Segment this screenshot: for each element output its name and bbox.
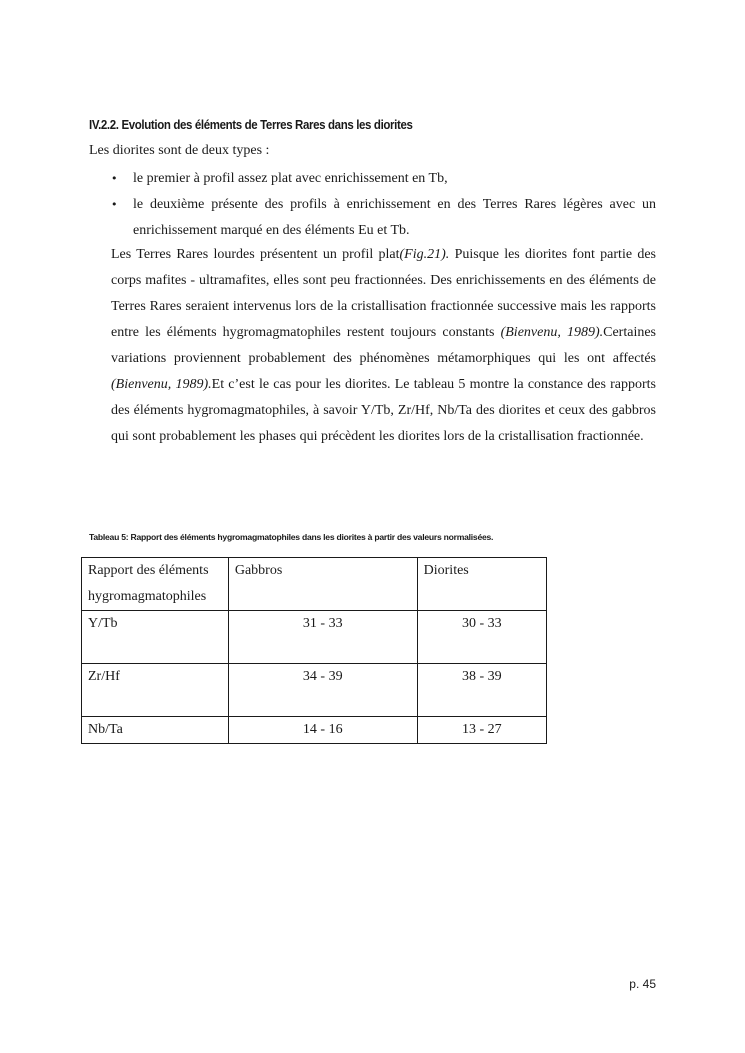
section-heading: IV.2.2. Evolution des éléments de Terres Rares dans les diorites — [89, 118, 413, 132]
table-row — [82, 611, 547, 664]
bullet-icon: • — [111, 198, 118, 211]
figure-reference: (Fig.21). — [399, 247, 450, 262]
cell-gabbros: 14 - 16 — [228, 717, 417, 744]
header-ratio: Rapport des éléments hygromagmatophiles — [82, 558, 229, 611]
cell-diorites: 38 - 39 — [417, 664, 546, 717]
intro-text: Les diorites sont de deux types : — [89, 143, 270, 158]
paragraph-text: Les Terres Rares lourdes présentent un profil plat — [111, 247, 400, 262]
header-diorites: Diorites — [417, 558, 546, 611]
cell-ratio: Zr/Hf — [82, 664, 229, 717]
cell-diorites: 13 - 27 — [417, 717, 546, 744]
body-paragraph — [111, 242, 656, 450]
bullet-text: le premier à profil assez plat avec enrichissement en Tb, — [133, 171, 448, 186]
cell-diorites: 30 - 33 — [417, 611, 546, 664]
header-gabbros: Gabbros — [228, 558, 417, 611]
bullet-item — [111, 192, 656, 244]
cell-gabbros: 31 - 33 — [228, 611, 417, 664]
table-header-row — [82, 558, 547, 611]
cell-ratio: Y/Tb — [82, 611, 229, 664]
table-caption: Tableau 5: Rapport des éléments hygromagmatophiles dans les diorites à partir des valeurs normalisées. — [89, 532, 494, 542]
bullet-text: le deuxième présente des profils à enrichissement en des Terres Rares légères avec un enrichissement marqué en des éléments Eu et Tb. — [133, 197, 656, 238]
citation: (Bienvenu, 1989). — [500, 325, 604, 340]
citation: (Bienvenu, 1989). — [111, 377, 212, 392]
cell-ratio: Nb/Ta — [82, 717, 229, 744]
cell-gabbros: 34 - 39 — [228, 664, 417, 717]
table-row — [82, 664, 547, 717]
paragraph-text: Puisque les diorites font partie des corps mafites - ultramafites, elles sont peu fractionnées. Des enrichissements en des éléments de Terres Rares seraient intervenus lors de la cristallisation fractionnée successive mais les rapports entre les éléments hygromagmatophiles restent toujours constants — [111, 247, 657, 340]
bullet-icon: • — [111, 172, 118, 185]
paragraph-text: Et c’est le cas pour les diorites. Le tableau 5 montre la constance des rapports des éléments hygromagmatophiles, à savoir Y/Tb, Zr/Hf, Nb/Ta des diorites et ceux des gabbros qui sont probablement les phases qui précèdent les diorites lors de la cristallisation fractionnée. — [111, 377, 656, 444]
ratio-table — [81, 557, 547, 744]
page-number: p. 45 — [629, 977, 656, 991]
bullet-item — [111, 166, 656, 192]
table-row — [82, 717, 547, 744]
paragraph-text: Certaines variations proviennent probablement des phénomènes métamorphiques qui les ont affectés — [111, 325, 656, 366]
